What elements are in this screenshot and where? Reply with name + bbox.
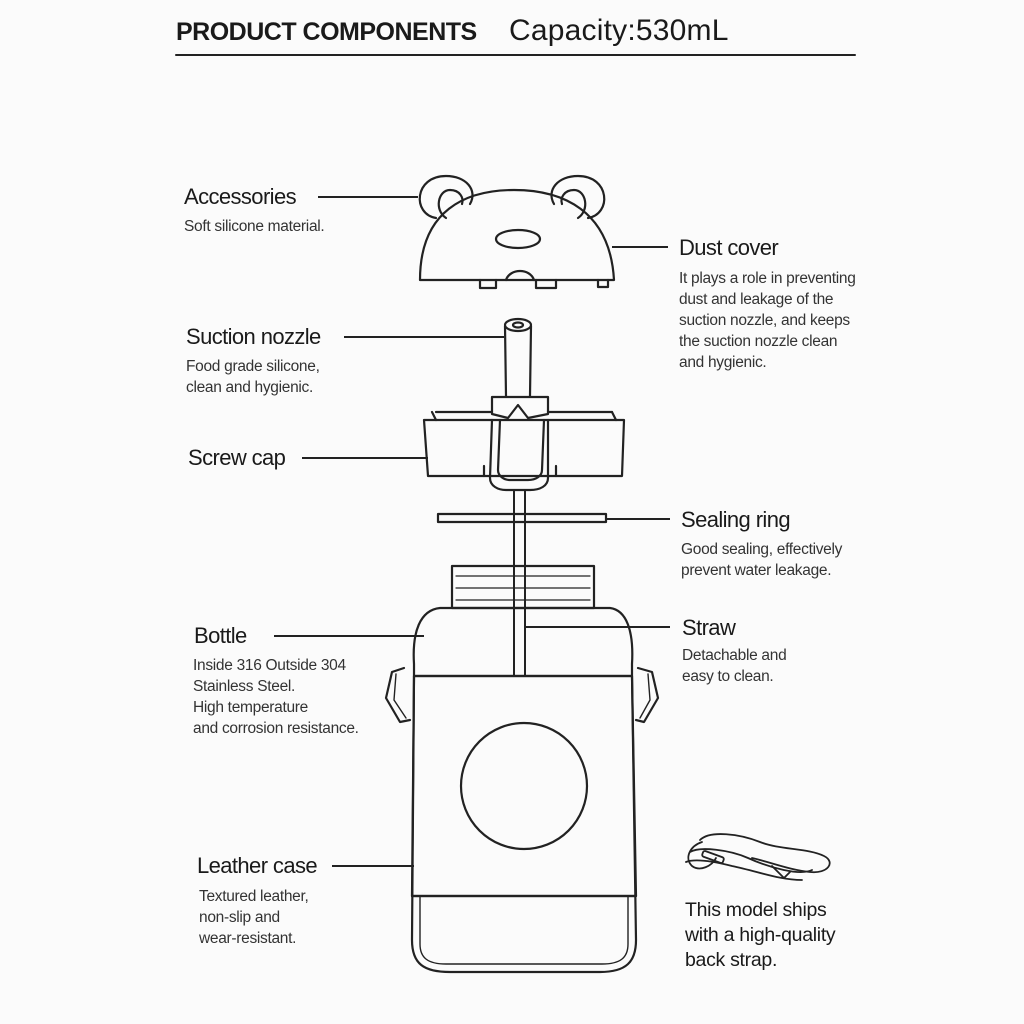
component-name-sealing-ring: Sealing ring — [681, 507, 790, 532]
screw-cap-shape — [424, 412, 624, 490]
component-desc-suction-nozzle: Food grade silicone, clean and hygienic. — [186, 358, 320, 396]
component-desc-bottle: Inside 316 Outside 304 Stainless Steel. High temperature and corrosion resistance. — [193, 657, 359, 737]
component-name-bottle: Bottle — [194, 623, 247, 648]
strap-note: This model ships with a high-quality back strap. — [685, 899, 836, 971]
component-name-straw: Straw — [682, 615, 736, 640]
component-desc-accessories: Soft silicone material. — [184, 218, 325, 235]
dust-cover-shape — [420, 176, 614, 288]
leather-case-shape — [386, 668, 658, 964]
component-name-screw-cap: Screw cap — [188, 445, 286, 470]
sealing-ring-shape — [438, 514, 606, 522]
suction-nozzle-shape — [492, 319, 548, 418]
component-desc-straw: Detachable and easy to clean. — [682, 647, 787, 685]
component-name-suction-nozzle: Suction nozzle — [186, 324, 321, 349]
page-title: PRODUCT COMPONENTS — [176, 18, 477, 46]
component-name-dust-cover: Dust cover — [679, 235, 779, 260]
component-desc-dust-cover: It plays a role in preventing dust and leakage of the suction nozzle, and keeps the suction nozzle clean and hygienic. — [679, 270, 856, 371]
back-strap-shape — [686, 834, 830, 880]
component-desc-sealing-ring: Good sealing, effectively prevent water leakage. — [681, 541, 843, 579]
capacity-label: Capacity:530mL — [509, 14, 729, 47]
component-name-accessories: Accessories — [184, 184, 296, 209]
straw-shape — [514, 490, 525, 676]
component-name-leather-case: Leather case — [197, 853, 317, 878]
component-desc-leather-case: Textured leather, non-slip and wear-resistant. — [199, 888, 309, 947]
